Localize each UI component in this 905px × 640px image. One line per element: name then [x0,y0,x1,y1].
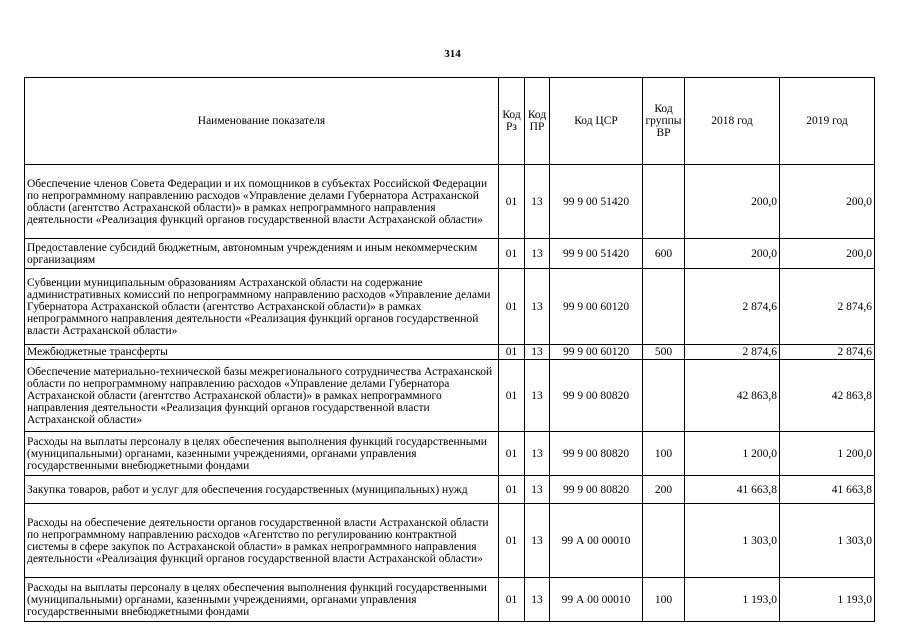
row-2019: 2 874,6 [780,345,875,360]
row-rz: 01 [499,476,525,504]
row-vr: 600 [643,239,685,269]
row-2018: 1 193,0 [685,578,780,622]
row-rz: 01 [499,165,525,239]
row-pr: 13 [525,504,550,578]
row-2018: 42 863,8 [685,360,780,432]
row-vr [643,165,685,239]
row-2019: 200,0 [780,165,875,239]
row-rz: 01 [499,432,525,476]
row-csr: 99 А 00 00010 [550,504,643,578]
row-2018: 1 303,0 [685,504,780,578]
page-number: 314 [444,48,461,60]
row-rz: 01 [499,504,525,578]
row-vr: 500 [643,345,685,360]
table-row [25,504,875,578]
row-2018: 2 874,6 [685,269,780,345]
row-vr [643,360,685,432]
row-name: Расходы на выплаты персоналу в целях обеспечения выполнения функций государственными (муниципальными) органами, казенными учреждениями, органами управления государственными внебюджетными фондами [25,578,499,622]
header-2018: 2018 год [685,78,780,165]
header-rz: Код Рз [499,78,525,165]
row-csr: 99 9 00 80820 [550,432,643,476]
row-csr: 99 9 00 80820 [550,476,643,504]
row-2018: 1 200,0 [685,432,780,476]
row-rz: 01 [499,269,525,345]
row-rz: 01 [499,578,525,622]
row-name: Субвенции муниципальным образованиям Астраханской области на содержание административных комиссий по непрограммному направлению расходов «Управление делами Губернатора Астраханской области (агентство Астраханской области)» в рамках непрограммного направления деятельности «Реализация функций органов государственной власти Астраханской области» [25,269,499,345]
row-pr: 13 [525,578,550,622]
row-csr: 99 А 00 00010 [550,578,643,622]
table-row [25,578,875,622]
row-2019: 1 303,0 [780,504,875,578]
row-vr: 100 [643,432,685,476]
row-rz: 01 [499,239,525,269]
table-row [25,269,875,345]
row-name: Обеспечение членов Совета Федерации и их помощников в субъектах Российской Федерации по непрограммному направлению расходов «Управление делами Губернатора Астраханской области (агентство Астраханской области)» в рамках непрограммного направления деятельности «Реализация функций органов государственной власти Астраханской области» [25,165,499,239]
row-2018: 2 874,6 [685,345,780,360]
row-rz: 01 [499,345,525,360]
row-pr: 13 [525,165,550,239]
row-2019: 1 200,0 [780,432,875,476]
row-csr: 99 9 00 60120 [550,345,643,360]
row-2019: 1 193,0 [780,578,875,622]
row-2019: 200,0 [780,239,875,269]
row-name: Межбюджетные трансферты [25,345,499,360]
table-row [25,165,875,239]
header-name: Наименование показателя [25,78,499,165]
row-2019: 41 663,8 [780,476,875,504]
row-pr: 13 [525,432,550,476]
header-pr: Код ПР [525,78,550,165]
row-2018: 200,0 [685,165,780,239]
row-vr [643,269,685,345]
header-2019: 2019 год [780,78,875,165]
table-row [25,345,875,360]
header-vr: Код группы ВР [643,78,685,165]
row-name: Расходы на выплаты персоналу в целях обеспечения выполнения функций государственными (муниципальными) органами, казенными учреждениями, органами управления государственными внебюджетными фондами [25,432,499,476]
row-csr: 99 9 00 51420 [550,165,643,239]
row-rz: 01 [499,360,525,432]
row-csr: 99 9 00 60120 [550,269,643,345]
row-csr: 99 9 00 51420 [550,239,643,269]
row-pr: 13 [525,269,550,345]
table-row [25,239,875,269]
row-2019: 2 874,6 [780,269,875,345]
row-name: Расходы на обеспечение деятельности органов государственной власти Астраханской области по непрограммному направлению расходов «Агентство по регулированию контрактной системы в сфере закупок по Астраханской области» в рамках непрограммного направления деятельности «Реализация функций органов государственной власти Астраханской области» [25,504,499,578]
row-csr: 99 9 00 80820 [550,360,643,432]
row-name: Обеспечение материально-технической базы межрегионального сотрудничества Астраханской области по непрограммному направлению расходов «Управление делами Губернатора Астраханской области (агентство Астраханской области)» в рамках непрограммного направления деятельности «Реализация функций органов государственной власти Астраханской области» [25,360,499,432]
row-pr: 13 [525,239,550,269]
header-csr: Код ЦСР [550,78,643,165]
row-name: Закупка товаров, работ и услуг для обеспечения государственных (муниципальных) нужд [25,476,499,504]
table-header-row [25,78,875,165]
row-pr: 13 [525,360,550,432]
row-vr: 200 [643,476,685,504]
row-2018: 41 663,8 [685,476,780,504]
row-pr: 13 [525,476,550,504]
row-vr: 100 [643,578,685,622]
row-name: Предоставление субсидий бюджетным, автономным учреждениям и иным некоммерческим организациям [25,239,499,269]
row-2018: 200,0 [685,239,780,269]
table-row [25,360,875,432]
row-2019: 42 863,8 [780,360,875,432]
table-row [25,432,875,476]
budget-table [24,77,875,622]
row-pr: 13 [525,345,550,360]
table-row [25,476,875,504]
row-vr [643,504,685,578]
